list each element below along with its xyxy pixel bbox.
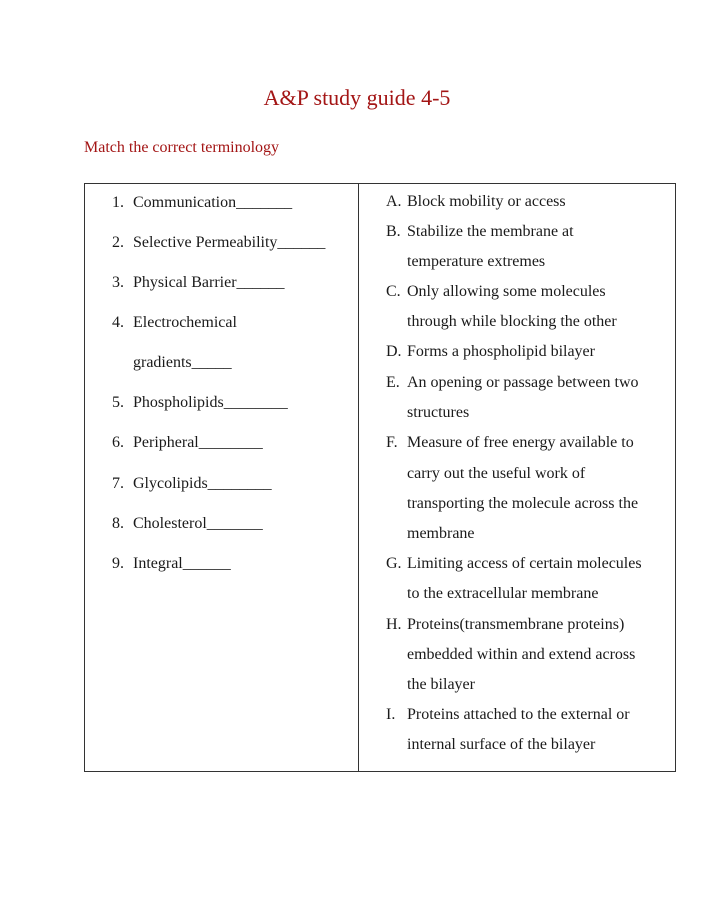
definition-text: the bilayer bbox=[407, 676, 475, 693]
definition-text: Proteins(transmembrane proteins) bbox=[407, 616, 625, 633]
definition-text: carry out the useful work of bbox=[407, 465, 586, 482]
definition-letter: H. bbox=[386, 616, 402, 633]
term-number: 1. bbox=[112, 194, 124, 211]
definition-text: transporting the molecule across the bbox=[407, 495, 639, 512]
definition-text: Stabilize the membrane at bbox=[407, 223, 574, 240]
term-number: 5. bbox=[112, 394, 124, 411]
document-title: A&P study guide 4-5 bbox=[263, 85, 451, 110]
definition-letter: D. bbox=[386, 343, 402, 360]
term-text: Communication_______ bbox=[133, 194, 293, 211]
term-text: gradients_____ bbox=[133, 354, 232, 371]
term-text: Cholesterol_______ bbox=[133, 515, 263, 532]
definition-letter: F. bbox=[386, 434, 398, 451]
definitions-column bbox=[359, 184, 675, 771]
term-number: 8. bbox=[112, 515, 124, 532]
definition-text: Measure of free energy available to bbox=[407, 434, 634, 451]
definition-text: Block mobility or access bbox=[407, 193, 566, 210]
term-text: Glycolipids________ bbox=[133, 475, 272, 492]
definition-text: structures bbox=[407, 404, 470, 421]
term-number: 7. bbox=[112, 475, 124, 492]
term-text: Electrochemical bbox=[133, 314, 237, 331]
definition-text: temperature extremes bbox=[407, 253, 546, 270]
term-number: 9. bbox=[112, 555, 124, 572]
term-number: 4. bbox=[112, 314, 124, 331]
terms-column bbox=[85, 184, 359, 771]
definition-letter: G. bbox=[386, 555, 402, 572]
definition-text: Only allowing some molecules bbox=[407, 283, 606, 300]
term-number: 6. bbox=[112, 434, 124, 451]
definition-text: Forms a phospholipid bilayer bbox=[407, 343, 595, 360]
term-text: Integral______ bbox=[133, 555, 231, 572]
term-number: 3. bbox=[112, 274, 124, 291]
term-text: Phospholipids________ bbox=[133, 394, 288, 411]
definition-text: internal surface of the bilayer bbox=[407, 736, 596, 753]
definition-letter: C. bbox=[386, 283, 401, 300]
definition-text: Proteins attached to the external or bbox=[407, 706, 630, 723]
term-text: Physical Barrier______ bbox=[133, 274, 285, 291]
definition-letter: A. bbox=[386, 193, 402, 210]
definition-letter: B. bbox=[386, 223, 401, 240]
term-text: Selective Permeability______ bbox=[133, 234, 326, 251]
matching-table bbox=[84, 183, 676, 772]
definition-text: Limiting access of certain molecules bbox=[407, 555, 642, 572]
term-number: 2. bbox=[112, 234, 124, 251]
definition-text: to the extracellular membrane bbox=[407, 585, 599, 602]
definition-text: through while blocking the other bbox=[407, 313, 617, 330]
definition-text: An opening or passage between two bbox=[407, 374, 639, 391]
document-subtitle: Match the correct terminology bbox=[84, 139, 280, 156]
term-text: Peripheral________ bbox=[133, 434, 263, 451]
definition-text: membrane bbox=[407, 525, 475, 542]
definition-letter: E. bbox=[386, 374, 400, 391]
definition-letter: I. bbox=[386, 706, 396, 723]
definition-text: embedded within and extend across bbox=[407, 646, 636, 663]
